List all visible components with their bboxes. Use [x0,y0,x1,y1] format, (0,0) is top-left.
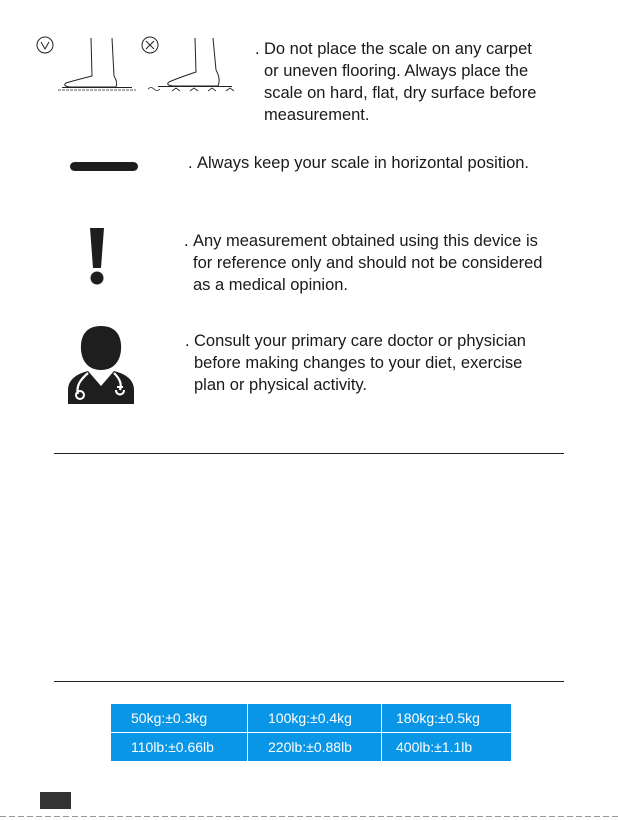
note-doctor [185,330,526,396]
note-line: Any measurement obtained using this device is [193,232,538,250]
note-line: plan or physical activity. [194,376,368,394]
page-edge-divider [0,816,618,817]
note-line: or uneven flooring. Always place the [264,62,529,80]
note-line: Consult your primary care doctor or physician [194,332,526,350]
exclamation-icon [88,228,106,286]
note-line: scale on hard, flat, dry surface before [264,84,537,102]
check-circle-icon [37,37,53,53]
note-horizontal [188,152,530,174]
note-bullet: . [184,232,189,250]
note-bullet: . [188,154,193,172]
note-bullet: . [185,332,190,350]
feet-on-scale-icon [32,34,244,96]
table-cell: 400lb:±1.1lb [382,733,512,762]
note-line: for reference only and should not be considered [193,254,543,272]
accuracy-table [110,703,512,762]
horizontal-bar-icon [70,162,138,171]
note-line: as a medical opinion. [193,276,349,294]
section-divider-top [54,453,564,454]
note-bullet: . [255,40,260,58]
cross-circle-icon [142,37,158,53]
table-cell: 50kg:±0.3kg [111,704,248,733]
section-divider-bottom [54,681,564,682]
note-line: Always keep your scale in horizontal position. [197,154,530,172]
table-cell: 100kg:±0.4kg [248,704,382,733]
table-cell: 220lb:±0.88lb [248,733,382,762]
table-row [111,733,512,762]
table-row [111,704,512,733]
note-reference [184,230,543,296]
note-surface [255,38,537,126]
page-marker [40,792,71,809]
note-line: before making changes to your diet, exercise [194,354,523,372]
table-cell: 110lb:±0.66lb [111,733,248,762]
note-line: Do not place the scale on any carpet [264,40,532,58]
doctor-icon [64,324,138,404]
note-line: measurement. [264,106,370,124]
table-cell: 180kg:±0.5kg [382,704,512,733]
